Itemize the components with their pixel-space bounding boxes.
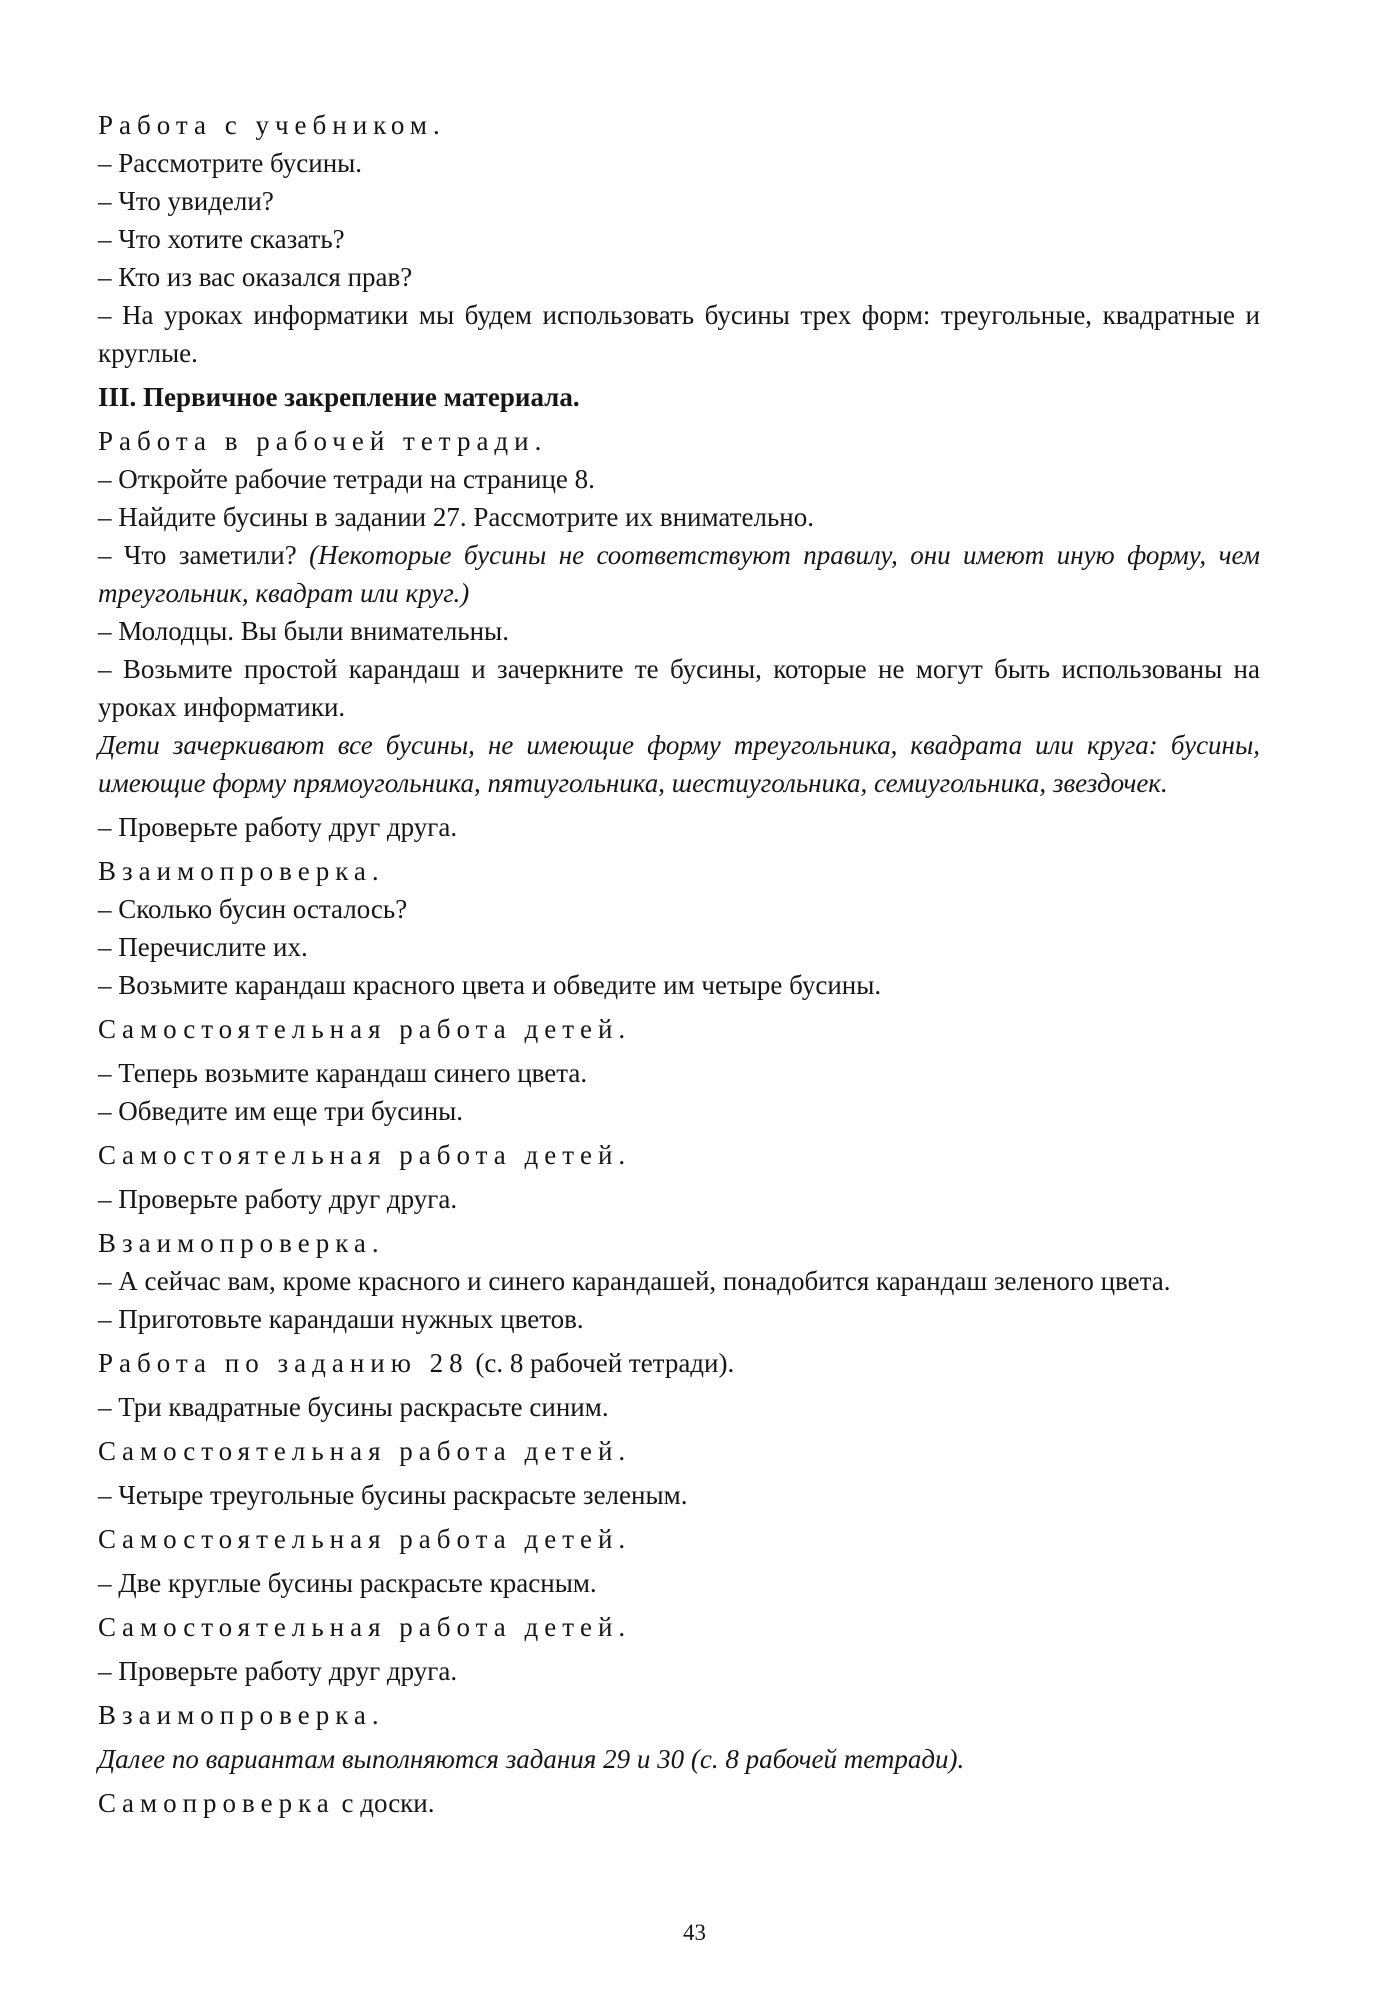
activity-heading bbox=[98, 1784, 1260, 1822]
dialogue-line: – Рассмотрите бусины. bbox=[98, 148, 363, 178]
dialogue-line: – Найдите бусины в задании 27. Рассмотрите их внимательно. bbox=[98, 502, 814, 532]
activity-heading: Взаимопроверка. bbox=[98, 1700, 385, 1730]
activity-heading: Самостоятельная работа детей. bbox=[98, 1140, 632, 1170]
dialogue-paragraph bbox=[98, 536, 1260, 612]
question-text: – Что заметили? bbox=[98, 540, 297, 570]
dialogue-line: – Проверьте работу друг друга. bbox=[98, 1656, 458, 1686]
dialogue-line: – Что хотите сказать? bbox=[98, 224, 345, 254]
dialogue-line: – Откройте рабочие тетради на странице 8. bbox=[98, 464, 595, 494]
dialogue-line: – Возьмите карандаш красного цвета и обведите им четыре бусины. bbox=[98, 970, 882, 1000]
instruction-note: Дети зачеркивают все бусины, не имеющие форму треугольника, квадрата или круга: бусины, имеющие форму прямоугольника, пятиугольника, шестиугольника, семиугольника, звездочек. bbox=[98, 730, 1260, 798]
document-body bbox=[98, 106, 1260, 1822]
dialogue-paragraph: – Возьмите простой карандаш и зачеркните те бусины, которые не могут быть использованы на уроках информатики. bbox=[98, 654, 1260, 722]
activity-detail: с доски. bbox=[334, 1788, 435, 1818]
activity-heading: Работа в рабочей тетради. bbox=[98, 426, 548, 456]
dialogue-line: – Теперь возьмите карандаш синего цвета. bbox=[98, 1058, 588, 1088]
dialogue-line: – Проверьте работу друг друга. bbox=[98, 812, 458, 842]
activity-heading: Самостоятельная работа детей. bbox=[98, 1524, 632, 1554]
dialogue-line: – Две круглые бусины раскрасьте красным. bbox=[98, 1568, 597, 1598]
dialogue-line: – Обведите им еще три бусины. bbox=[98, 1096, 464, 1126]
activity-heading bbox=[98, 1344, 1260, 1382]
dialogue-line: – А сейчас вам, кроме красного и синего карандашей, понадобится карандаш зеленого цвета. bbox=[98, 1266, 1171, 1296]
page-number: 43 bbox=[683, 1920, 706, 1945]
dialogue-line: – Проверьте работу друг друга. bbox=[98, 1184, 458, 1214]
dialogue-line: – Перечислите их. bbox=[98, 932, 308, 962]
section-heading: III. Первичное закрепление материала. bbox=[98, 382, 580, 412]
answer-note: (Некоторые бусины не соответствуют правилу, они имеют иную форму, чем треугольник, квадрат или круг.) bbox=[98, 540, 1260, 608]
activity-heading: Самостоятельная работа детей. bbox=[98, 1612, 632, 1642]
activity-heading: Самостоятельная работа детей. bbox=[98, 1436, 632, 1466]
dialogue-paragraph: – На уроках информатики мы будем использовать бусины трех форм: треугольные, квадратные и круглые. bbox=[98, 300, 1260, 368]
activity-heading: Работа с учебником. bbox=[98, 110, 446, 140]
task-reference: (с. 8 рабочей тетради). bbox=[468, 1348, 735, 1378]
dialogue-line: – Четыре треугольные бусины раскрасьте зеленым. bbox=[98, 1480, 688, 1510]
dialogue-line: – Три квадратные бусины раскрасьте синим. bbox=[98, 1392, 609, 1422]
dialogue-line: – Приготовьте карандаши нужных цветов. bbox=[98, 1304, 584, 1334]
instruction-note: Далее по вариантам выполняются задания 29 и 30 (с. 8 рабочей тетради). bbox=[98, 1744, 965, 1774]
dialogue-line: – Молодцы. Вы были внимательны. bbox=[98, 616, 509, 646]
dialogue-line: – Кто из вас оказался прав? bbox=[98, 262, 413, 292]
dialogue-line: – Сколько бусин осталось? bbox=[98, 894, 408, 924]
dialogue-line: – Что увидели? bbox=[98, 186, 274, 216]
activity-label: Самопроверка bbox=[98, 1788, 335, 1818]
task-label: Работа по заданию 28 bbox=[98, 1348, 469, 1378]
activity-heading: Взаимопроверка. bbox=[98, 1228, 385, 1258]
activity-heading: Самостоятельная работа детей. bbox=[98, 1014, 632, 1044]
activity-heading: Взаимопроверка. bbox=[98, 856, 385, 886]
